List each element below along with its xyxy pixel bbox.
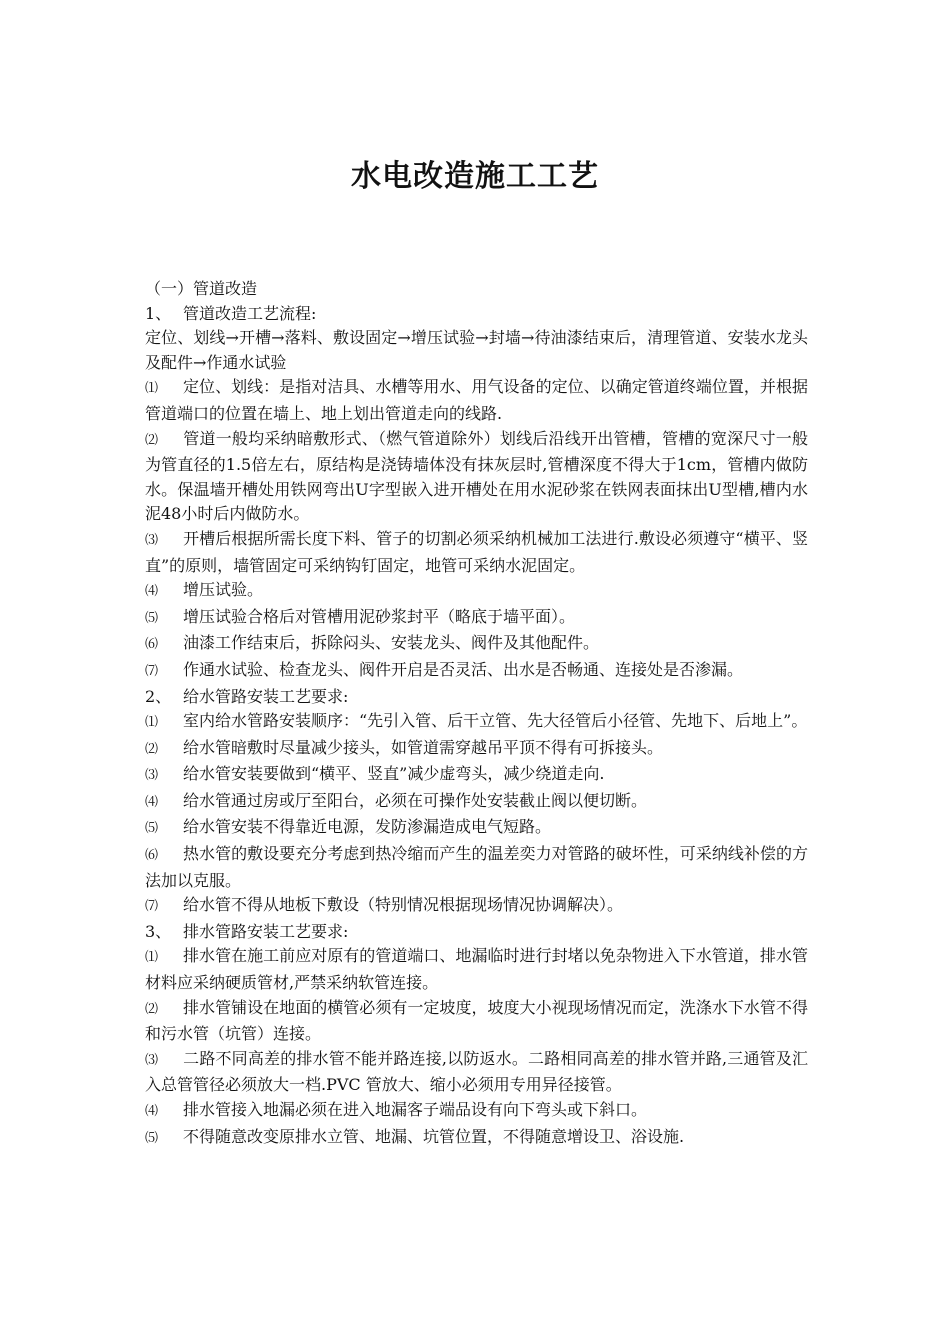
item-number: ⑴	[145, 381, 159, 397]
item-number: ⑺	[145, 663, 159, 679]
paragraph-text: 室内给水管路安装顺序：“先引入管、后干立管、先大径管后小径管、先地下、后地上”。	[183, 711, 808, 731]
paragraph-text: （一）管道改造	[145, 279, 258, 298]
section-heading	[145, 302, 808, 327]
item-number: ⑹	[145, 637, 159, 653]
section-number: 2、	[145, 686, 172, 706]
paragraph	[145, 277, 808, 302]
paragraph	[145, 815, 808, 842]
item-number: ⑸	[145, 821, 159, 837]
paragraph-text: 给水管安装不得靠近电源，发防渗漏造成电气短路。	[183, 817, 552, 837]
paragraph	[145, 736, 808, 763]
paragraph	[145, 893, 808, 920]
paragraph	[145, 944, 808, 995]
item-number: ⑴	[145, 715, 159, 731]
paragraph	[145, 842, 808, 893]
item-number: ⑷	[145, 584, 159, 600]
item-number: ⑵	[145, 741, 159, 757]
paragraph	[145, 709, 808, 736]
paragraph	[145, 631, 808, 658]
paragraph-text: 排水管路安装工艺要求:	[183, 921, 349, 941]
item-number: ⑶	[145, 768, 159, 784]
section-number: 3、	[145, 921, 172, 941]
paragraph-text: 给水管路安装工艺要求:	[183, 686, 349, 706]
document-body	[145, 277, 808, 1151]
paragraph-text: 排水管接入地漏必须在进入地漏客子端品设有向下弯头或下斜口。	[183, 1100, 648, 1119]
item-number: ⑸	[145, 610, 159, 626]
paragraph	[145, 427, 808, 527]
document-title: 水电改造施工工艺	[351, 159, 599, 194]
paragraph	[145, 1047, 808, 1098]
paragraph-text: 定位、划线：是指对洁具、水槽等用水、用气设备的定位、以确定管道终端位置，并根据管道端口的位置在墙上、地上划出管道走向的线路.	[145, 377, 808, 423]
paragraph-text: 给水管不得从地板下敷设（特别情况根据现场情况协调解决）。	[183, 895, 624, 915]
item-number: ⑷	[145, 794, 159, 810]
paragraph	[145, 605, 808, 632]
section-heading	[145, 920, 808, 945]
paragraph-text: 管道一般均采纳暗敷形式、（燃气管道除外）划线后沿线开出管槽，管槽的宽深尺寸一般为管直径的1.5倍左右，原结构是浇铸墙体没有抹灰层时,管槽深度不得大于1cm，管槽内做防水。保温墙开槽处用铁网弯出U字型嵌入进开槽处在用水泥砂浆在铁网表面抹出U型槽,槽内水泥48小时后内做防水。	[145, 428, 808, 524]
item-number: ⑸	[145, 1130, 159, 1146]
item-number: ⑶	[145, 532, 159, 548]
paragraph	[145, 578, 808, 605]
paragraph-text: 排水管铺设在地面的横管必须有一定坡度，坡度大小视现场情况而定，洗涤水下水管不得和污水管（坑管）连接。	[145, 997, 808, 1044]
paragraph-text: 给水管暗敷时尽量减少接头，如管道需穿越吊平顶不得有可拆接头。	[183, 737, 664, 757]
paragraph-text: 不得随意改变原排水立管、地漏、坑管位置，不得随意增设卫、浴设施.	[183, 1126, 685, 1146]
item-number: ⑵	[145, 432, 159, 448]
paragraph	[145, 996, 808, 1047]
paragraph-text: 排水管在施工前应对原有的管道端口、地漏临时进行封堵以免杂物进入下水管道，排水管材料应采纳硬质管材,严禁采纳软管连接。	[145, 946, 808, 993]
paragraph-text: 管道改造工艺流程:	[183, 303, 317, 323]
paragraph-text: 定位、划线→开槽→落料、敷设固定→增压试验→封墙→待油漆结束后，清理管道、安装水龙头及配件→作通水试验	[145, 328, 808, 372]
item-number: ⑷	[145, 1104, 159, 1119]
item-number: ⑶	[145, 1052, 159, 1068]
paragraph	[145, 762, 808, 789]
paragraph	[145, 527, 808, 578]
paragraph-text: 热水管的敷设要充分考虑到热冷缩而产生的温差奕力对管路的破坏性，可采纳线补偿的方法加以克服。	[145, 844, 808, 890]
paragraph	[145, 789, 808, 816]
paragraph-text: 增压试验合格后对管槽用泥砂浆封平（略底于墙平面）。	[183, 606, 576, 626]
paragraph	[145, 1125, 808, 1152]
paragraph	[145, 375, 808, 426]
paragraph-text: 给水管安装要做到“横平、竖直”减少虚弯头，减少绕道走向.	[183, 764, 605, 784]
paragraph-text: 给水管通过房或厅至阳台，必须在可操作处安装截止阀以便切断。	[183, 790, 648, 810]
section-number: 1、	[145, 303, 172, 323]
paragraph-text: 作通水试验、检查龙头、阀件开启是否灵活、出水是否畅通、连接处是否渗漏。	[183, 659, 744, 679]
paragraph	[145, 658, 808, 685]
paragraph	[145, 326, 808, 375]
paragraph-text: 增压试验。	[183, 580, 264, 600]
item-number: ⑺	[145, 899, 159, 915]
item-number: ⑵	[145, 1001, 159, 1017]
paragraph-text: 二路不同高差的排水管不能并路连接,以防返水。二路相同高差的排水管并路,三通管及汇入总管管径必须放大一档.PVC 管放大、缩小必须用专用异径接管。	[145, 1048, 808, 1095]
paragraph	[145, 1098, 808, 1125]
item-number: ⑴	[145, 950, 159, 966]
paragraph-text: 油漆工作结束后，拆除闷头、安装龙头、阀件及其他配件。	[183, 633, 600, 653]
paragraph-text: 开槽后根据所需长度下料、管子的切割必须采纳机械加工法进行.敷设必须遵守“横平、竖直”的原则，墙管固定可采纳钩钉固定，地管可采纳水泥固定。	[145, 528, 808, 575]
section-heading	[145, 685, 808, 710]
item-number: ⑹	[145, 848, 159, 864]
